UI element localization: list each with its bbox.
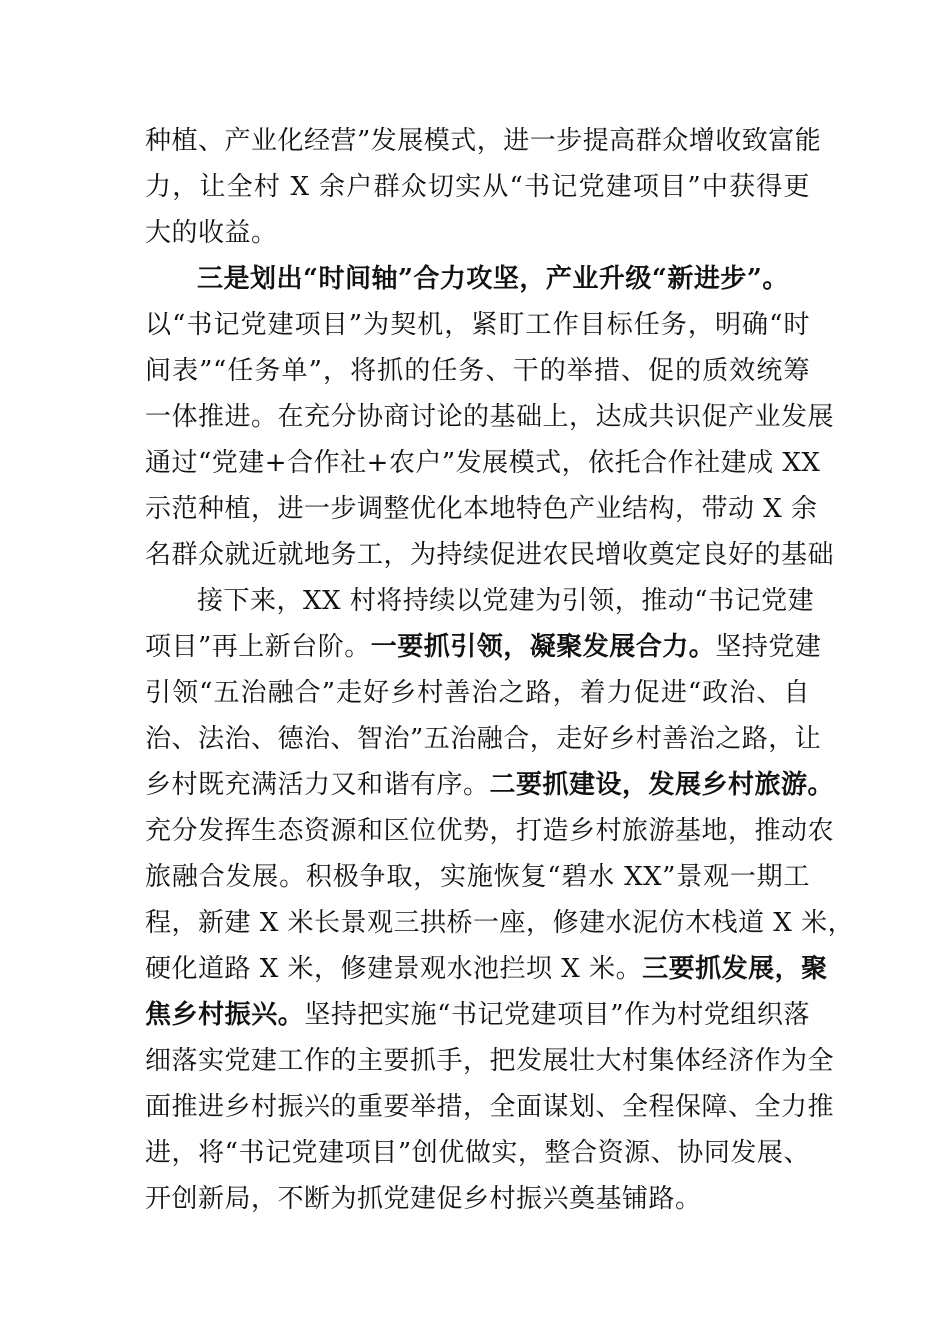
paragraph-3-line-6: 充分发挥生态资源和区位优势，打造乡村旅游基地，推动农 — [145, 816, 835, 846]
bold-point-1: 一要抓引领，凝聚发展合力。 — [370, 632, 716, 662]
paragraph-1-line-1: 种植、产业化经营”发展模式，进一步提高群众增收致富能 — [145, 126, 822, 156]
text-run: 坚持党建 — [715, 632, 822, 662]
paragraph-3-line-1: 接下来，XX 村将持续以党建为引领，推动“书记党建 — [197, 586, 815, 616]
paragraph-1-line-3: 大的收益。 — [145, 218, 278, 248]
paragraph-3-line-4: 治、法治、德治、智治”五治融合，走好乡村善治之路，让 — [145, 724, 822, 754]
text-run: 坚持把实施“书记党建项目”作为村党组织落 — [304, 1000, 810, 1030]
bold-point-3-cont: 焦乡村振兴。 — [145, 1000, 305, 1030]
paragraph-2-line-2: 以“书记党建项目”为契机，紧盯工作目标任务，明确“时 — [145, 310, 810, 340]
paragraph-3-line-2 — [145, 624, 822, 670]
paragraph-3-line-7: 旅融合发展。积极争取，实施恢复“碧水 XX”景观一期工 — [145, 862, 810, 892]
paragraph-2-heading: 三是划出“时间轴”合力攻坚，产业升级“新进步”。 — [197, 264, 789, 294]
paragraph-3-line-3: 引领“五治融合”走好乡村善治之路，着力促进“政治、自 — [145, 678, 810, 708]
paragraph-3-line-13: 进，将“书记党建项目”创优做实，整合资源、协同发展、 — [145, 1138, 810, 1168]
paragraph-3-line-5 — [145, 762, 835, 808]
paragraph-3-line-12: 面推进乡村振兴的重要举措，全面谋划、全程保障、全力推 — [145, 1092, 835, 1122]
paragraph-3-line-8: 程，新建 X 米长景观三拱桥一座，修建水泥仿木栈道 X 米， — [145, 908, 855, 938]
paragraph-3-line-14: 开创新局，不断为抓党建促乡村振兴奠基铺路。 — [145, 1184, 702, 1214]
paragraph-2-line-7: 名群众就近就地务工，为持续促进农民增收奠定良好的基础 — [145, 540, 835, 570]
paragraph-2-line-3: 间表”“任务单”，将抓的任务、干的举措、促的质效统筹 — [145, 356, 810, 386]
text-run: 乡村既充满活力又和谐有序。 — [145, 770, 490, 800]
bold-point-2: 二要抓建设，发展乡村旅游。 — [489, 770, 835, 800]
paragraph-3-line-11: 细落实党建工作的主要抓手，把发展壮大村集体经济作为全 — [145, 1046, 835, 1076]
paragraph-2-line-5: 通过“党建+合作社+农户”发展模式，依托合作社建成 XX — [145, 448, 821, 478]
paragraph-3-line-9 — [145, 946, 828, 992]
text-run: 硬化道路 X 米，修建景观水池拦坝 X 米。 — [145, 954, 643, 984]
paragraph-3-line-10 — [145, 992, 810, 1038]
bold-point-3: 三要抓发展，聚 — [642, 954, 828, 984]
text-run: 项目”再上新台阶。 — [145, 632, 371, 662]
paragraph-1-line-2: 力，让全村 X 余户群众切实从“书记党建项目”中获得更 — [145, 172, 810, 202]
paragraph-2-line-6: 示范种植，进一步调整优化本地特色产业结构，带动 X 余 — [145, 494, 818, 524]
paragraph-2-line-4: 一体推进。在充分协商讨论的基础上，达成共识促产业发展 — [145, 402, 835, 432]
